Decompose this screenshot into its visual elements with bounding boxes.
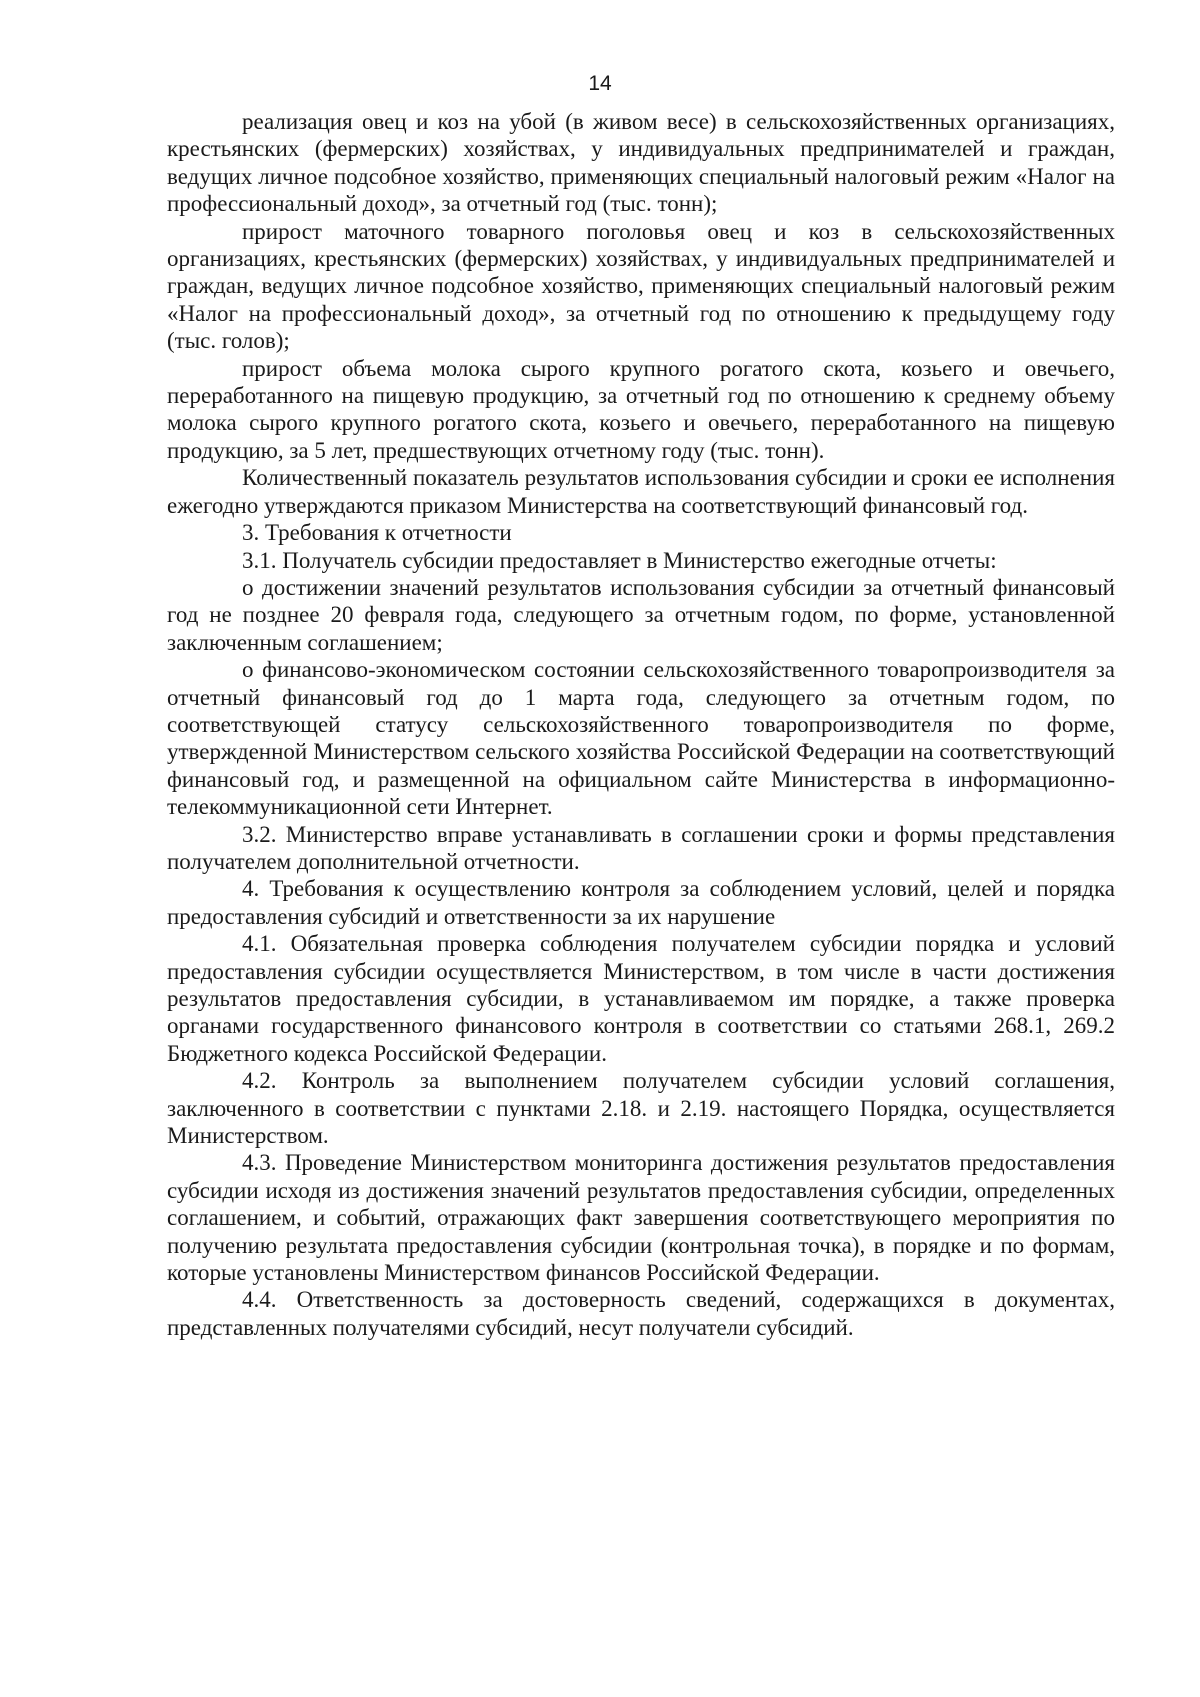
paragraph-4-2: 4.2. Контроль за выполнением получателем субсидии условий соглашения, заключенного в соответствии с пунктами 2.18. и 2.19. настоящего Порядка, осуществляется Министерством. [167, 1068, 1115, 1149]
paragraph-livestock-growth: прирост маточного товарного поголовья овец и коз в сельскохозяйственных организациях, крестьянских (фермерских) хозяйствах, у индивидуальных предпринимателей и граждан, ведущих личное подсобное хозяйство, применяющих специальный налоговый режим «Налог на профессиональный доход», за отчетный год по отношению к предыдущему году (тыс. голов); [167, 218, 1115, 354]
page-number: 14 [588, 72, 612, 95]
paragraph-quantitative-indicator: Количественный показатель результатов использования субсидии и сроки ее исполнения ежегодно утверждаются приказом Министерства на соответствующий финансовый год. [167, 465, 1115, 518]
paragraph-4-4: 4.4. Ответственность за достоверность сведений, содержащихся в документах, представленных получателями субсидий, несут получатели субсидий. [167, 1287, 1115, 1340]
paragraph-4-3: 4.3. Проведение Министерством мониторинга достижения результатов предоставления субсидии исходя из достижения значений результатов предоставления субсидии, определенных соглашением, и событий, отражающих факт завершения соответствующего мероприятия по получению результата предоставления субсидии (контрольная точка), в порядке и по формам, которые установлены Министерством финансов Российской Федерации. [167, 1150, 1115, 1286]
document-body [167, 108, 1115, 1341]
paragraph-3-1: 3.1. Получатель субсидии предоставляет в Министерство ежегодные отчеты: [242, 547, 997, 573]
paragraph-4-1: 4.1. Обязательная проверка соблюдения получателем субсидии порядка и условий предоставления субсидии осуществляется Министерством, в том числе в части достижения результатов предоставления субсидии, в устанавливаемом им порядке, а также проверка органами государственного финансового контроля в соответствии со статьями 268.1, 269.2 Бюджетного кодекса Российской Федерации. [167, 931, 1115, 1066]
paragraph-report-results: о достижении значений результатов использования субсидии за отчетный финансовый год не позднее 20 февраля года, следующего за отчетным годом, по форме, установленной заключенным соглашением; [167, 574, 1115, 655]
paragraph-milk-processing-growth: прирост объема молока сырого крупного рогатого скота, козьего и овечьего, переработанного на пищевую продукцию, за отчетный год по отношению к среднему объему молока сырого крупного рогатого скота, козьего и овечьего, переработанного на пищевую продукцию, за 5 лет, предшествующих отчетному году (тыс. тонн). [167, 355, 1115, 463]
paragraph-sheep-goat-slaughter: реализация овец и коз на убой (в живом весе) в сельскохозяйственных организациях, крестьянских (фермерских) хозяйствах, у индивидуальных предпринимателей и граждан, ведущих личное подсобное хозяйство, применяющих специальный налоговый режим «Налог на профессиональный доход», за отчетный год (тыс. тонн); [167, 109, 1115, 217]
section-heading-control: 4. Требования к осуществлению контроля за соблюдением условий, целей и порядка предоставления субсидий и ответственности за их нарушение [167, 876, 1115, 929]
paragraph-3-2: 3.2. Министерство вправе устанавливать в соглашении сроки и формы представления получателем дополнительной отчетности. [167, 821, 1115, 874]
paragraph-report-financial-state: о финансово-экономическом состоянии сельскохозяйственного товаропроизводителя за отчетный финансовый год до 1 марта года, следующего за отчетным годом, по соответствующей статусу сельскохозяйственного товаропроизводителя по форме, утвержденной Министерством сельского хозяйства Российской Федерации на соответствующий финансовый год, и размещенной на официальном сайте Министерства в информационно-телекоммуникационной сети Интернет. [167, 657, 1115, 820]
section-heading-reporting: 3. Требования к отчетности [242, 520, 512, 546]
